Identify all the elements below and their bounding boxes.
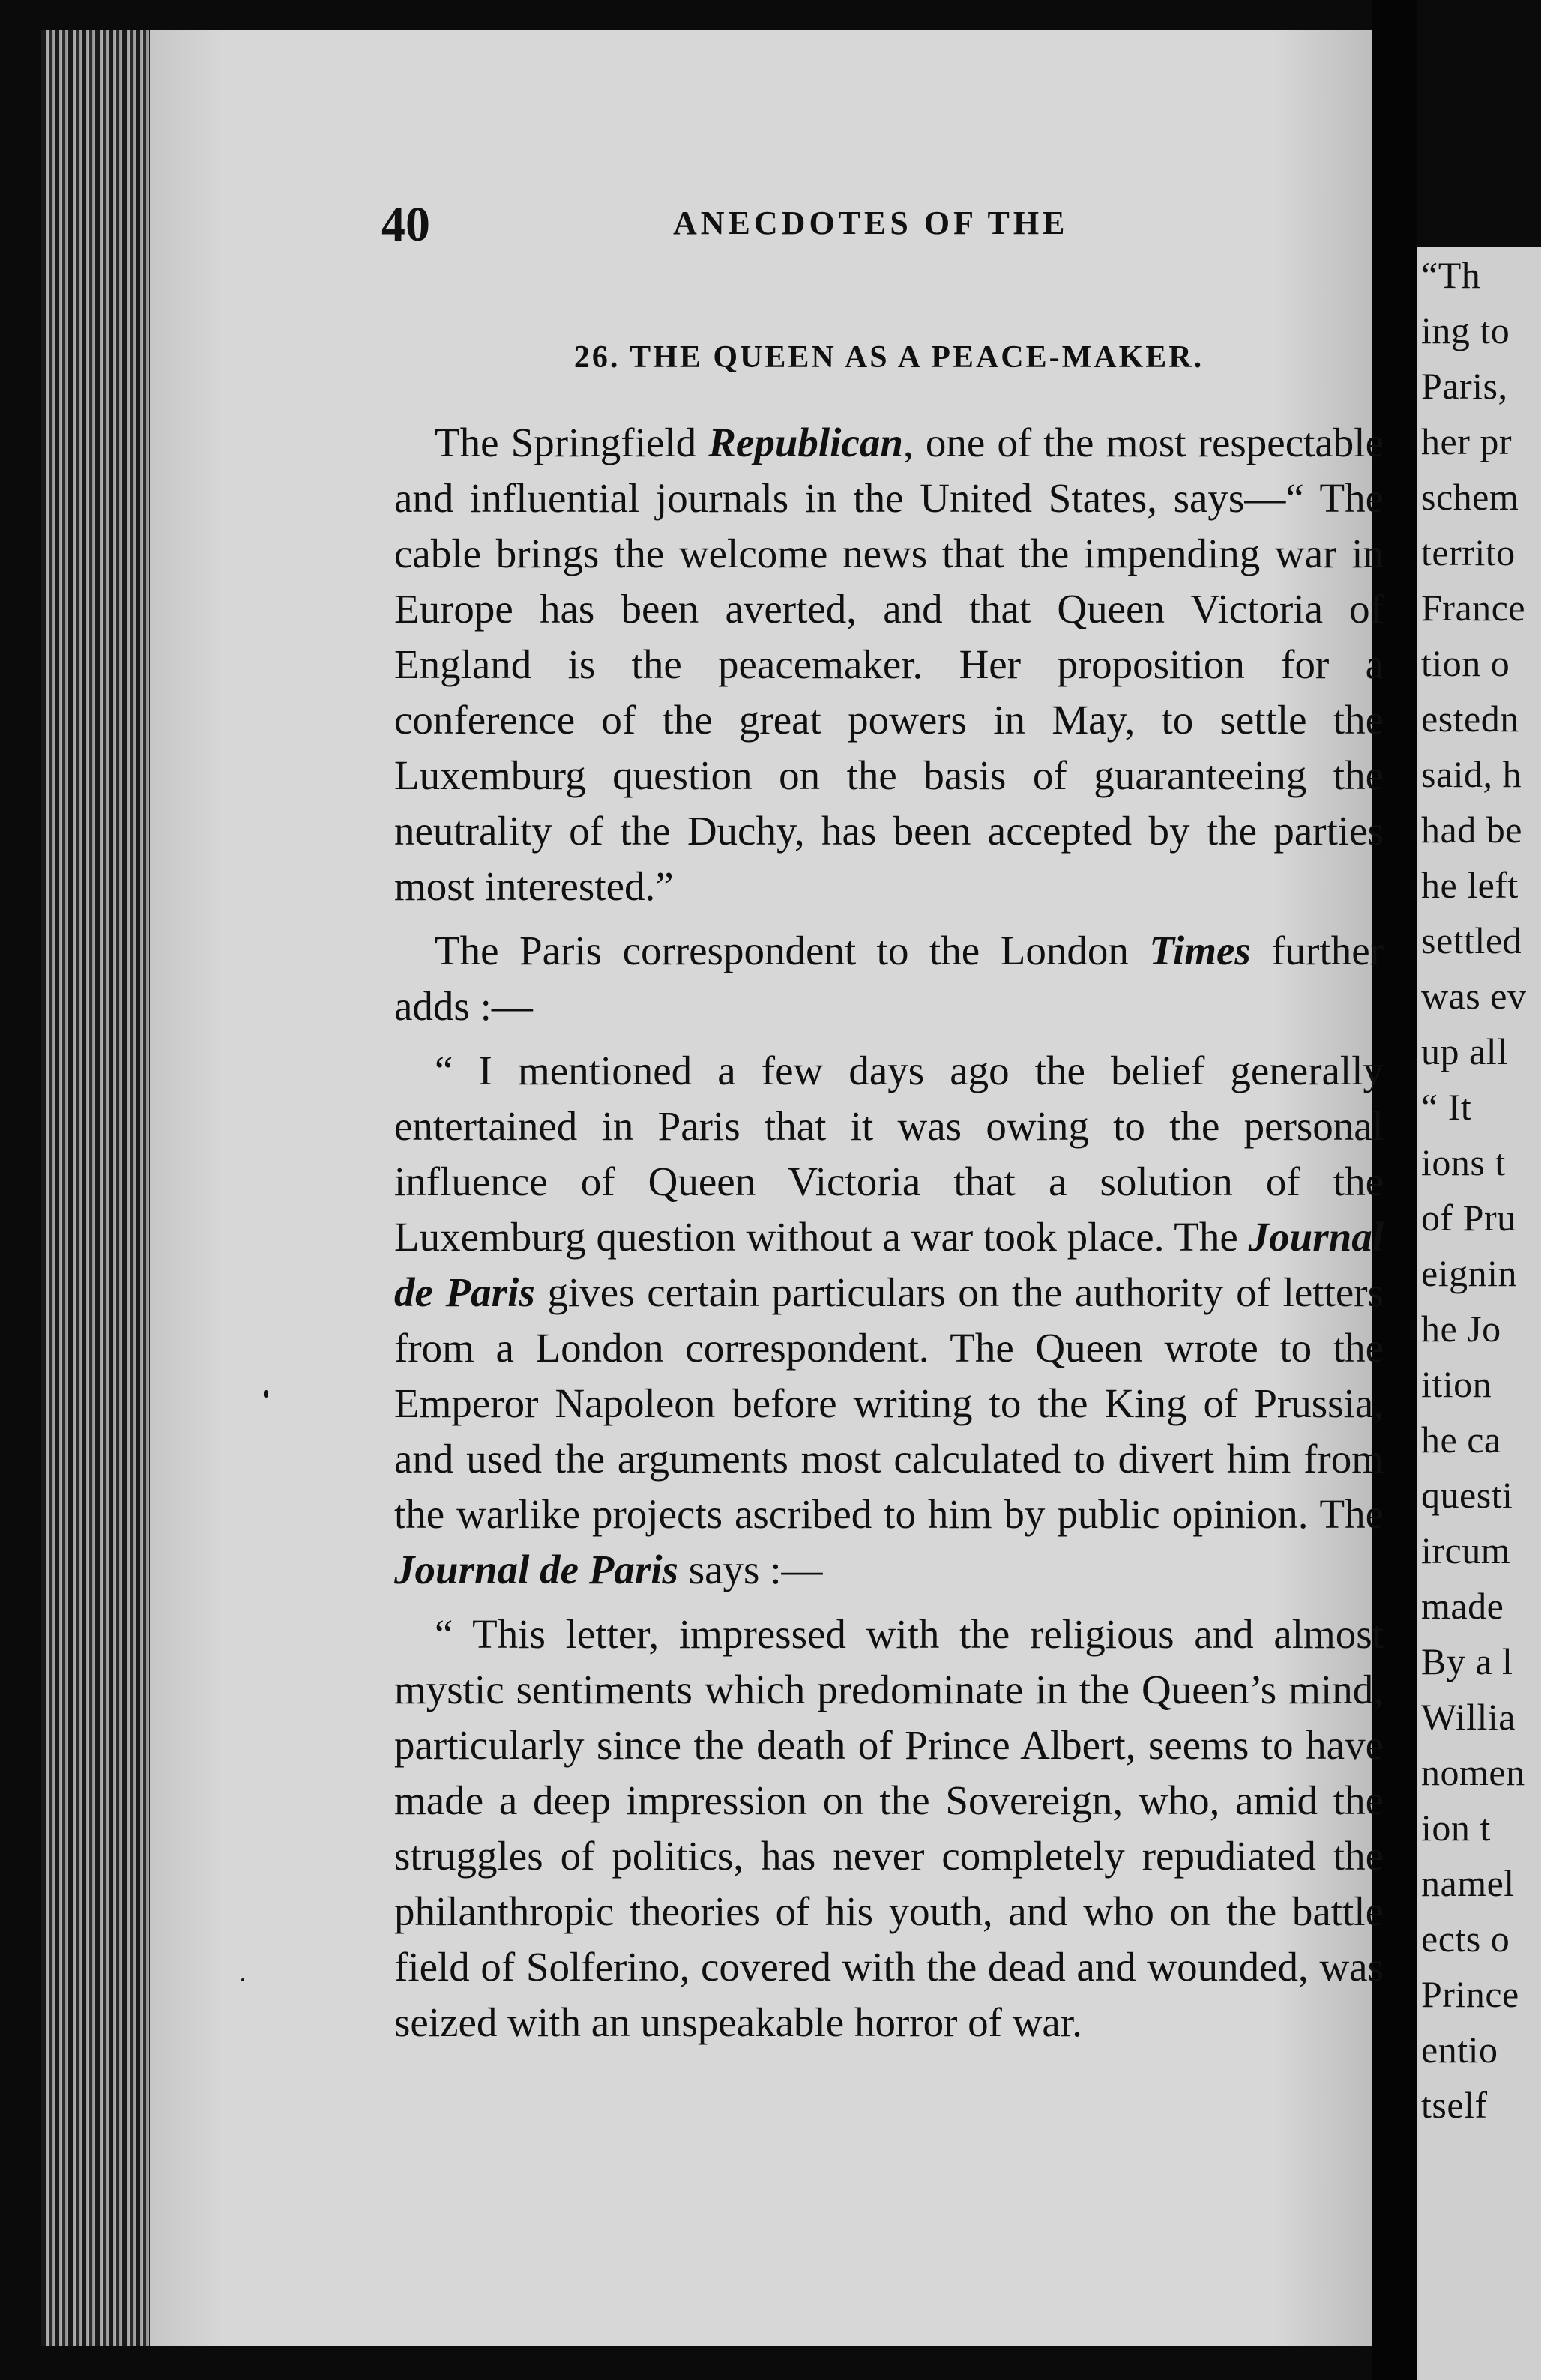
paragraph-text: , one of the most respectable and influential journals in the United States, says—“ The cable brings the welcome news that the impending war in Europe has been averted, and that Queen Victoria of England is the peacemaker. Her proposition for a conference of the great powers in May, to settle the Luxemburg question on the basis of guaranteeing the neutrality of the Duchy, has been accepted by the parties most interested.” <box>394 420 1384 909</box>
facing-page-line: schem <box>1421 476 1519 518</box>
facing-page-line: said, h <box>1421 753 1522 795</box>
facing-page-line: tion o <box>1421 642 1510 684</box>
facing-page-line: he ca <box>1421 1419 1501 1461</box>
facing-page-line: tself <box>1421 2084 1488 2126</box>
paper-speck <box>241 1978 244 1981</box>
newspaper-title: Journal de Paris <box>394 1214 1384 1315</box>
facing-page-line: namel <box>1421 1862 1515 1904</box>
facing-page-line: eignin <box>1421 1252 1517 1294</box>
facing-page-line: “Th <box>1421 254 1481 296</box>
facing-page-line: ions t <box>1421 1141 1506 1183</box>
facing-page-text <box>1417 247 1541 2133</box>
paragraph-text: The Paris correspondent to the London <box>435 928 1150 973</box>
paragraph-text: The Springfield <box>435 420 709 465</box>
facing-page-line: Willia <box>1421 1696 1516 1738</box>
facing-page-line: France <box>1421 587 1526 629</box>
page-number: 40 <box>381 197 430 252</box>
facing-page-line: ition <box>1421 1363 1492 1405</box>
facing-page-line: territo <box>1421 531 1516 573</box>
paragraph-text: further adds :— <box>394 928 1384 1029</box>
facing-page-line: he Jo <box>1421 1308 1501 1350</box>
newspaper-title: Republican <box>708 420 903 465</box>
body-text <box>394 330 1384 2059</box>
facing-page-line: settled <box>1421 919 1522 961</box>
facing-page-line: entio <box>1421 2029 1498 2071</box>
facing-page <box>1417 247 1541 2380</box>
paragraph-text: “ This letter, impressed with the religious and almost mystic sentiments which predominate in the Queen’s mind, particularly since the death of Prince Albert, seems to have made a deep impression on the Sovereign, who, amid the struggles of politics, has never completely repudiated the philanthropic theories of his youth, and who on the battle field of Solferino, covered with the dead and wounded, was seized with an unspeakable horror of war. <box>394 1611 1384 2045</box>
paragraph-3 <box>394 1043 1384 1598</box>
paper-speck <box>264 1390 268 1398</box>
facing-page-line: made <box>1421 1585 1504 1627</box>
facing-page-line: ircum <box>1421 1529 1511 1571</box>
paragraph-text: “ I mentioned a few days ago the belief generally entertained in Paris that it was owing to the personal influence of Queen Victoria that a solution of the Luxemburg question without a war took place. The <box>394 1048 1384 1260</box>
facing-page-line: ects o <box>1421 1918 1510 1960</box>
facing-page-line: up all <box>1421 1030 1508 1072</box>
facing-page-line: was ev <box>1421 975 1527 1017</box>
facing-page-line: ing to <box>1421 309 1510 351</box>
facing-page-line: questi <box>1421 1474 1513 1516</box>
section-heading: 26. THE QUEEN AS A PEACE-MAKER. <box>573 340 1204 375</box>
newspaper-title: Times <box>1149 928 1251 973</box>
running-head-title: ANECDOTES OF THE <box>673 205 1069 241</box>
paragraph-4 <box>394 1607 1384 2050</box>
facing-page-line: Paris, <box>1421 365 1508 407</box>
facing-page-line: of Pru <box>1421 1197 1516 1239</box>
facing-page-line: he left <box>1421 864 1519 906</box>
facing-page-line: estedn <box>1421 698 1519 740</box>
facing-page-line: had be <box>1421 809 1522 851</box>
paragraph-2 <box>394 923 1384 1034</box>
newspaper-title: Journal de Paris <box>394 1547 678 1592</box>
facing-page-line: By a l <box>1421 1640 1513 1682</box>
paragraph-text: says :— <box>678 1547 823 1592</box>
facing-page-line: “ It <box>1421 1086 1472 1128</box>
facing-page-line: Prince <box>1421 1973 1519 2015</box>
paragraph-1 <box>394 415 1384 914</box>
facing-page-line: ion t <box>1421 1807 1491 1849</box>
facing-page-line: nomen <box>1421 1751 1525 1793</box>
facing-page-line: her pr <box>1421 420 1512 462</box>
paragraph-text: gives certain particulars on the authority of letters from a London correspondent. The Queen wrote to the Emperor Napoleon before writing to the King of Prussia, and used the arguments most calculated to divert him from the warlike projects ascribed to him by public opinion. The <box>394 1269 1384 1537</box>
